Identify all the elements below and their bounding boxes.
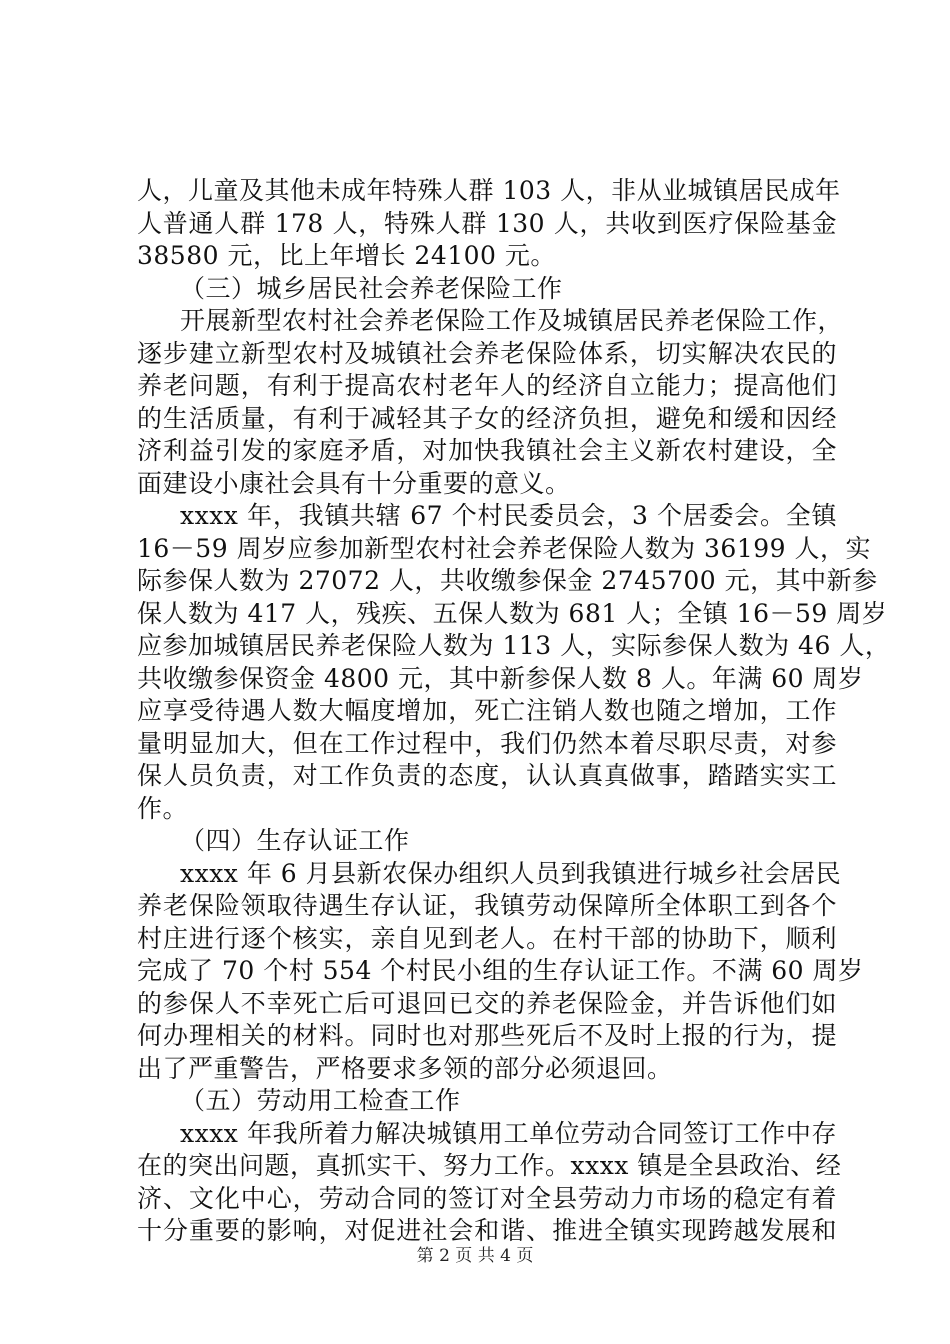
text-line: 完成了 70 个村 554 个村民小组的生存认证工作。不满 60 周岁 — [137, 956, 864, 985]
text-line: xxxx 年 6 月县新农保办组织人员到我镇进行城乡社会居民 — [180, 858, 842, 888]
text-line: 作。 — [137, 793, 189, 823]
text-line: xxxx 年我所着力解决城镇用工单位劳动合同签订工作中存 — [180, 1118, 837, 1148]
page-number: 第 2 页 共 4 页 — [416, 1246, 534, 1266]
text-line: 共收缴参保资金 4800 元，其中新参保人数 8 人。年满 60 周岁 — [137, 663, 864, 693]
text-line: 济利益引发的家庭矛盾，对加快我镇社会主义新农村建设，全 — [137, 436, 837, 465]
document-body — [137, 175, 891, 1248]
text-line: 的生活质量，有利于减轻其子女的经济负担，避免和缓和因经 — [137, 403, 837, 433]
text-line: 开展新型农村社会养老保险工作及城镇居民养老保险工作， — [180, 306, 844, 335]
text-line: 村庄进行逐个核实，亲自见到老人。在村干部的协助下，顺利 — [137, 923, 837, 953]
text-line: 保人员负责，对工作负责的态度，认认真真做事，踏踏实实工 — [137, 761, 837, 790]
text-line: 的参保人不幸死亡后可退回已交的养老保险金，并告诉他们如 — [137, 988, 837, 1018]
text-line: 济、文化中心，劳动合同的签订对全县劳动力市场的稳定有着 — [137, 1183, 837, 1213]
text-line: 养老保险领取待遇生存认证，我镇劳动保障所全体职工到各个 — [137, 891, 837, 920]
text-line: 十分重要的影响，对促进社会和谐、推进全镇实现跨越发展和 — [137, 1216, 837, 1245]
text-line: 何办理相关的材料。同时也对那些死后不及时上报的行为，提 — [137, 1021, 837, 1050]
text-line: 38580 元，比上年增长 24100 元。 — [137, 241, 556, 270]
text-line: xxxx 年，我镇共辖 67 个村民委员会，3 个居委会。全镇 — [180, 501, 837, 530]
text-line: 逐步建立新型农村及城镇社会养老保险体系，切实解决农民的 — [137, 338, 837, 368]
text-line: 面建设小康社会具有十分重要的意义。 — [137, 468, 571, 498]
text-line: 际参保人数为 27072 人，共收缴参保金 2745700 元，其中新参 — [137, 566, 878, 595]
section-heading: （五）劳动用工检查工作 — [180, 1086, 461, 1115]
text-line: 在的突出问题，真抓实干、努力工作。xxxx 镇是全县政治、经 — [137, 1151, 842, 1180]
section-heading: （三）城乡居民社会养老保险工作 — [180, 273, 563, 303]
text-line: 16－59 周岁应参加新型农村社会养老保险人数为 36199 人，实 — [137, 533, 871, 563]
text-line: 人普通人群 178 人，特殊人群 130 人，共收到医疗保险基金 — [137, 208, 837, 238]
text-line: 人，儿童及其他未成年特殊人群 103 人，非从业城镇居民成年 — [137, 176, 841, 205]
section-heading: （四）生存认证工作 — [180, 826, 410, 855]
text-line: 保人数为 417 人，残疾、五保人数为 681 人；全镇 16－59 周岁 — [137, 598, 888, 628]
text-line: 养老问题，有利于提高农村老年人的经济自立能力；提高他们 — [137, 371, 837, 400]
text-line: 出了严重警告，严格要求多领的部分必须退回。 — [137, 1053, 673, 1083]
text-line: 应享受待遇人数大幅度增加，死亡注销人数也随之增加，工作 — [137, 696, 837, 725]
text-line: 量明显加大，但在工作过程中，我们仍然本着尽职尽责，对参 — [137, 728, 837, 758]
text-line: 应参加城镇居民养老保险人数为 113 人，实际参保人数为 46 人， — [137, 631, 891, 660]
